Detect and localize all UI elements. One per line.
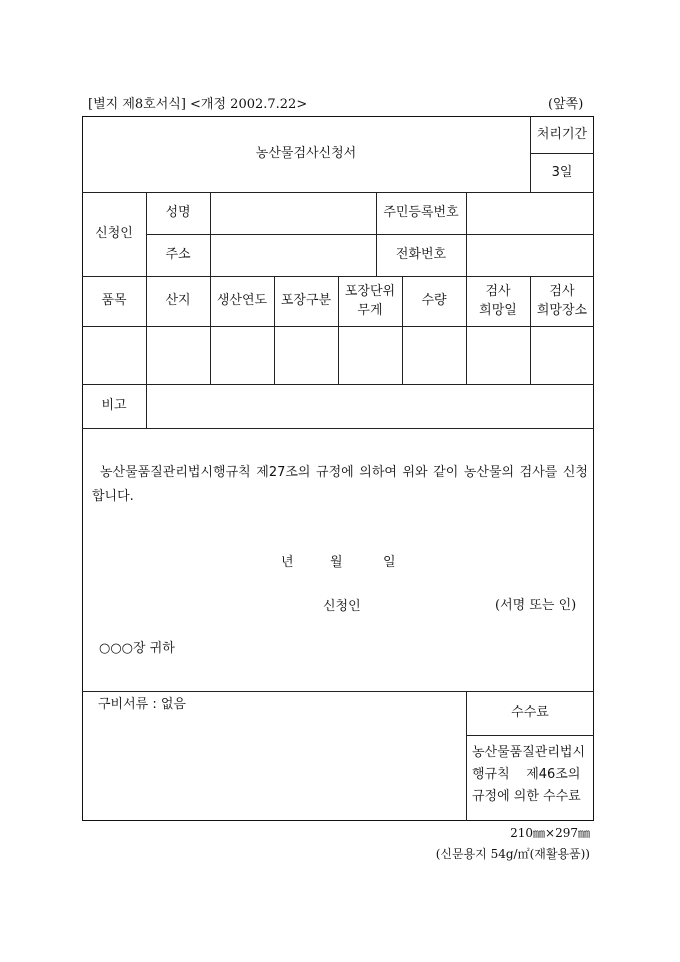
form-title: 농산물검사신청서 <box>255 146 357 162</box>
cell-production-year[interactable] <box>210 326 274 384</box>
applicant-section-label: 신청인 <box>95 226 133 242</box>
header-unit-weight: 포장단위 무게 <box>344 283 396 318</box>
cell-quantity[interactable] <box>402 326 466 384</box>
phone-label: 전화번호 <box>395 247 447 263</box>
cell-desired-date[interactable] <box>466 326 530 384</box>
fee-description <box>472 742 590 808</box>
paper-stock: (신문용지 54g/㎡(재활용품)) <box>435 847 590 861</box>
year-label: 년 <box>281 555 294 570</box>
header-packing-type: 포장구분 <box>280 293 332 309</box>
resident-number-field[interactable] <box>466 192 594 234</box>
header-desired-date: 검사 희망일 <box>479 283 517 318</box>
remarks-label: 비고 <box>101 398 127 414</box>
month-label: 월 <box>330 555 343 570</box>
processing-period-value: 3일 <box>551 164 573 180</box>
processing-period-label: 처리기간 <box>536 126 588 142</box>
rule-fee-label-bottom <box>466 735 594 736</box>
declaration-text: 농산물품질관리법시행규칙 제27조의 규정에 의하여 위와 같이 농산물의 검사를 신청합니다. <box>92 465 588 504</box>
signer-label: 신청인 <box>323 599 361 614</box>
page-side-label: (앞쪽) <box>548 97 584 112</box>
header-desired-place: 검사 희망장소 <box>536 283 588 318</box>
name-field[interactable] <box>210 192 376 234</box>
cell-packing-type[interactable] <box>274 326 338 384</box>
cell-item[interactable] <box>82 326 146 384</box>
day-label: 일 <box>383 555 396 570</box>
header-item: 품목 <box>101 293 127 309</box>
resident-number-label: 주민등록번호 <box>383 205 459 221</box>
rule-remarks-bottom <box>82 428 594 429</box>
header-production-year: 생산연도 <box>216 293 268 309</box>
cell-desired-place[interactable] <box>530 326 594 384</box>
fee-line-2: 행규칙 제46조의 <box>472 767 581 782</box>
header-origin: 산지 <box>165 293 191 309</box>
fee-line-3: 규정에 의한 수수료 <box>472 789 581 804</box>
cell-origin[interactable] <box>146 326 210 384</box>
phone-field[interactable] <box>466 234 594 276</box>
form-reference: [별지 제8호서식] <개정 2002.7.22> <box>88 97 308 112</box>
name-label: 성명 <box>165 205 191 221</box>
fee-label: 수수료 <box>511 705 549 721</box>
header-quantity: 수량 <box>421 293 447 309</box>
addressee: ○○○장 귀하 <box>99 641 175 656</box>
paper-size: 210㎜×297㎜ <box>510 826 590 840</box>
fee-line-1: 농산물품질관리법시 <box>472 745 586 760</box>
required-documents: 구비서류 : 없음 <box>98 697 186 712</box>
cell-unit-weight[interactable] <box>338 326 402 384</box>
address-label: 주소 <box>165 247 191 263</box>
address-field[interactable] <box>210 234 376 276</box>
remarks-field[interactable] <box>146 384 594 428</box>
signature-label: (서명 또는 인) <box>495 598 577 613</box>
